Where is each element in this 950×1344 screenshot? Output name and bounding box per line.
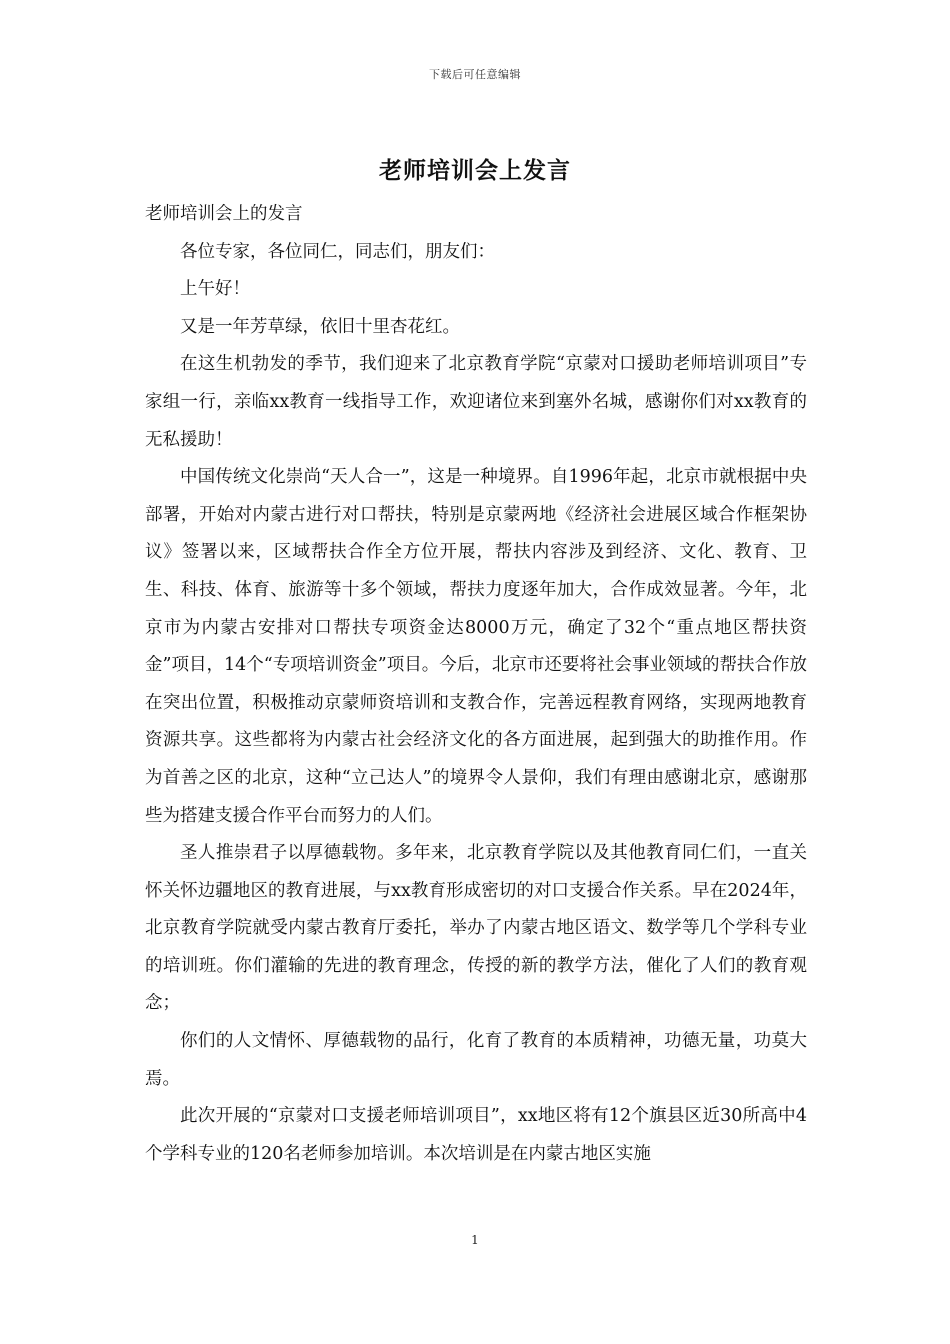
document-body [145,196,807,1173]
document-title: 老师培训会上发言 [379,157,571,184]
body-paragraph: 圣人推崇君子以厚德载物。多年来，北京教育学院以及其他教育同仁们，一直关怀关怀边疆地区的教育进展，与xx教育形成密切的对口支援合作关系。早在2024年，北京教育学院就受内蒙古教育厅委托，举办了内蒙古地区语文、数学等几个学科专业的培训班。你们灌输的先进的教育理念，传授的新的教学方法，催化了人们的教育观念； [145,843,807,1014]
body-paragraph: 在这生机勃发的季节，我们迎来了北京教育学院“京蒙对口援助老师培训项目”专家组一行，亲临xx教育一线指导工作，欢迎诸位来到塞外名城，感谢你们对xx教育的无私援助！ [145,354,807,450]
body-paragraph: 此次开展的“京蒙对口支援老师培训项目”，xx地区将有12个旗县区近30所高中4个学科专业的120名老师参加培训。本次培训是在内蒙古地区实施 [145,1106,807,1164]
greeting-paragraph: 上午好！ [180,279,250,300]
header-note: 下载后可任意编辑 [429,68,521,81]
body-paragraph: 你们的人文情怀、厚德载物的品行，化育了教育的本质精神，功德无量，功莫大焉。 [145,1031,807,1089]
body-paragraph: 中国传统文化崇尚“天人合一”，这是一种境界。自1996年起，北京市就根据中央部署，开始对内蒙古进行对口帮扶，特别是京蒙两地《经济社会进展区域合作框架协议》签署以来，区域帮扶合作全方位开展，帮扶内容涉及到经济、文化、教育、卫生、科技、体育、旅游等十多个领域，帮扶力度逐年加大，合作成效显著。今年，北京市为内蒙古安排对口帮扶专项资金达8000万元，确定了32个“重点地区帮扶资金”项目，14个“专项培训资金”项目。今后，北京市还要将社会事业领域的帮扶合作放在突出位置，积极推动京蒙师资培训和支教合作，完善远程教育网络，实现两地教育资源共享。这些都将为内蒙古社会经济文化的各方面进展，起到强大的助推作用。作为首善之区的北京，这种“立己达人”的境界令人景仰，我们有理由感谢北京，感谢那些为搭建支援合作平台而努力的人们。 [145,467,807,826]
salutation-paragraph: 各位专家，各位同仁，同志们，朋友们： [180,241,495,262]
page-number: 1 [471,1233,479,1247]
subtitle-paragraph: 老师培训会上的发言 [145,204,303,224]
body-paragraph: 又是一年芳草绿，依旧十里杏花红。 [180,316,460,337]
